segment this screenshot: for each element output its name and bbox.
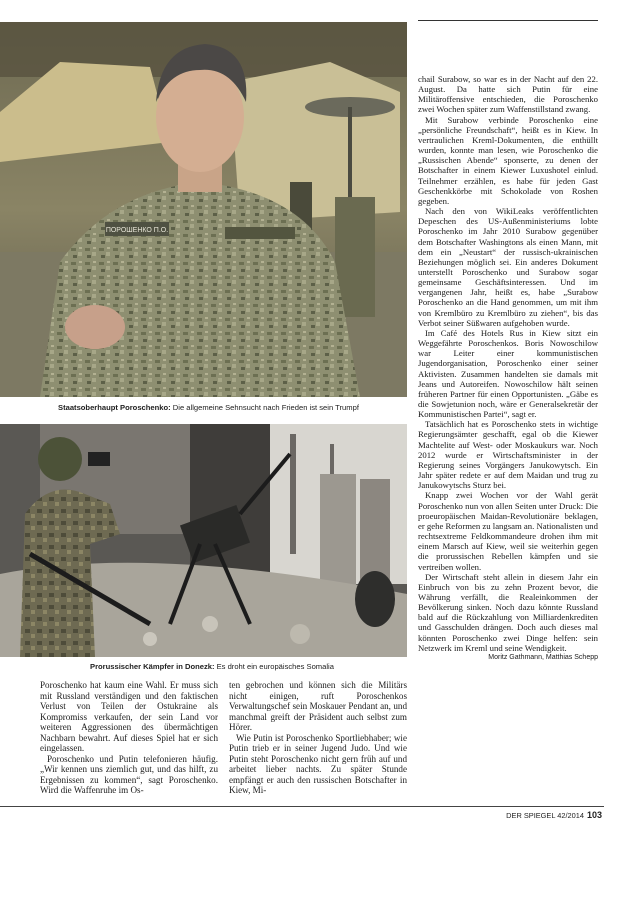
article-column-left — [40, 680, 218, 796]
issue-label: DER SPIEGEL 42/2014 — [506, 811, 584, 820]
photo-fighter — [0, 424, 407, 657]
paragraph: Wie Putin ist Poroschenko Sportliebhaber; wie Putin trieb er in seiner Jugend Judo. Und wie Putin steht Poroschenko nicht gern früh auf und arbeitet lieber nachts. Zu später Stunde empfängt er auch den russischen Botschafter in Kiew, Mi- — [229, 732, 407, 795]
caption-bottom — [90, 662, 334, 672]
paragraph: Poroschenko und Putin telefonieren häufig. „Wir kennen uns ziemlich gut, und das hilft, zu Ergebnissen zu kommen“, sagt Poroschenko. Wird die Waffenruhe im Os- — [40, 753, 218, 795]
paragraph: chail Surabow, so war es in der Nacht auf den 22. August. Da hatte sich Putin für eine Militäroffensive entschieden, die Poroschenko zwei Wochen später zum Waffenstillstand zwang. — [418, 74, 598, 115]
caption-top-text: Die allgemeine Sehnsucht nach Frieden ist sein Trumpf — [170, 403, 359, 412]
paragraph: Nach den von WikiLeaks veröffentlichten Depeschen des US-Außenministeriums lobte Poroschenko im Jahr 2010 Surabow gegenüber dem Botschafter Washingtons als einen Mann, mit dem ein „Neustart“ der russisch-ukrainischen Beziehungen möglich sei. Ein anderes Dokument unterstellt Poroschenko und Surabow sogar gemeinsame Geschäftsinteressen. Und im vergangenen Jahr, heißt es, habe „Surabow Poroschenko an die Hand genommen, um mit ihm von Kremlbüro zu Kremlbüro zu ziehen“, bis das Verbot seiner Süßwaren aufgehoben wurde. — [418, 206, 598, 328]
author-credit: Moritz Gathmann, Matthias Schepp — [488, 653, 598, 661]
paragraph: Im Café des Hotels Rus in Kiew sitzt ein Weggefährte Poroschenkos. Boris Nowoschilow war Leiter einer kommunistischen Jugendorganisation, Poroschenko einer seiner Aktivisten. Zusammen handelten sie damals mit Jeans und Autoreifen. Nowoschilow hält seinen früheren Partner für einen Opportunisten. „Gäbe es die Sowjetunion noch, wäre er Generalsekretär der Kommunistischen Partei“, sagt er. — [418, 327, 598, 420]
caption-bottom-bold: Prorussischer Kämpfer in Donezk: — [90, 662, 215, 671]
footer-rule — [0, 806, 604, 807]
photo-poroschenko — [0, 22, 407, 397]
page-number: 103 — [586, 810, 602, 820]
paragraph: Poroschenko hat kaum eine Wahl. Er muss sich mit Russland verständigen und den faktischen Verlust von Teilen der Ostukraine als Kompromiss verkaufen, der sein Land vor weiteren Aggressionen des übermächtigen Nachbarn bewahrt. Auf dieses Spiel hat er sich eingelassen. — [40, 680, 218, 753]
article-column-right — [418, 74, 598, 663]
paragraph-last — [418, 571, 598, 661]
caption-top — [58, 403, 359, 413]
top-rule — [418, 20, 598, 21]
article-column-middle — [229, 680, 407, 796]
caption-top-bold: Staatsoberhaupt Poroschenko: — [58, 403, 171, 412]
page-footer — [506, 810, 602, 820]
paragraph-text: Der Wirtschaft steht allein in diesem Jahr ein Einbruch von bis zu zehn Prozent bevor, die Währung verfällt, die Realeinkommen der Bevölkerung sinken. Noch dazu könnte Russland bald auf die Rückzahlung von Milliardenkrediten und Gasschulden drängen. Doch auch dieses mal könnten Poroschenko zwei Dinge helfen: sein Netzwerk im Kreml und seine Wendigkeit. — [418, 571, 598, 653]
paragraph: Mit Surabow verbinde Poroschenko eine „persönliche Freundschaft“, heißt es in Kiew. In vertraulichen Kreml-Dokumenten, die enthüllt wurden, konnte man lesen, wie Poroschenko die „Russischen Abende“ sponserte, zu denen der Botschafter in einem Kiewer Luxushotel einlud. Teilnehmer erzählen, es habe für jeden Gast Geschenkkörbe mit Schokolade von Roshen gegeben. — [418, 114, 598, 206]
paragraph: Knapp zwei Wochen vor der Wahl gerät Poroschenko nun von allen Seiten unter Druck: Die proeuropäischen Maidan-Revolutionäre beklagen, er gehe Reformen zu langsam an. Nationalisten und rechtsextreme Feldkommandeure drohen ihm mit einem Marsch auf Kiew, weil sie weiterhin gegen die prorussischen Rebellen kämpfen und sie vertreiben wollen. — [418, 490, 598, 572]
paragraph: Tatsächlich hat es Poroschenko stets in wichtige Regierungsämter geschafft, egal ob die Kiewer Machtelite auf West- oder Moskaukurs war. Noch 2012 wurde er Wirtschaftsminister in der Regierung seines Vorgängers Janukowytsch. Ein Jahr später redete er auf dem Maidan und trug zu Janukowytschs Sturz bei. — [418, 419, 598, 491]
name-tag: ПОРОШЕНКО П.О. — [105, 227, 169, 234]
paragraph: ten gebrochen und können sich die Militärs nicht einigen, ruft Poroschenkos Verwaltungschef sein Moskauer Pendant an, und manchmal greift der Präsident auch selbst zum Hörer. — [229, 680, 407, 732]
caption-bottom-text: Es droht ein europäisches Somalia — [214, 662, 334, 671]
